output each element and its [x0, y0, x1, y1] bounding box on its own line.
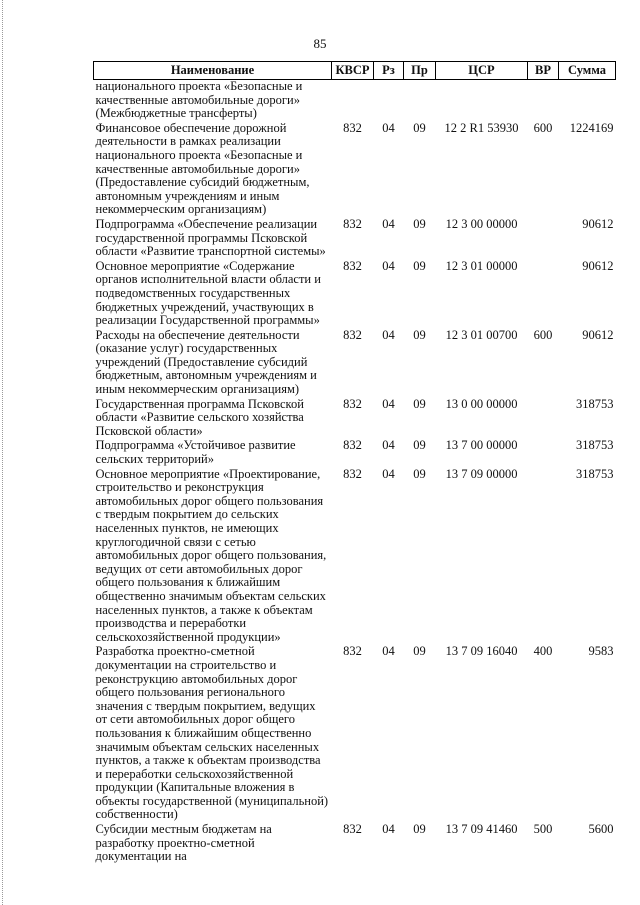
budget-table	[93, 61, 616, 865]
cell-sum: 90612	[582, 258, 614, 273]
cell-name: Расходы на обеспечение деятельности (оказание услуг) государственных учреждений (Предоставление субсидий бюджетным, автономным учреждениям и иным некоммерческим организациям)	[95, 327, 317, 397]
cell-pr	[404, 80, 436, 122]
cell-vr: 600	[533, 327, 553, 342]
table-row	[94, 260, 616, 329]
cell-name: Подпрограмма «Устойчивое развитие сельских территорий»	[95, 438, 296, 467]
cell-name: Основное мероприятие «Содержание органов исполнительной власти области и подведомственных государственных бюджетных учреждений, участвующих в реализации Государственной программы»	[95, 258, 321, 328]
table-row	[94, 122, 616, 218]
table-row	[94, 218, 616, 260]
cell-rz: 04	[382, 216, 395, 231]
cell-pr: 09	[413, 438, 426, 453]
header-name: Наименование	[94, 62, 332, 80]
cell-rz	[374, 80, 404, 122]
cell-csr: 13 7 09 16040	[445, 644, 518, 659]
cell-vr: 600	[533, 120, 553, 135]
cell-kvsr: 832	[343, 822, 362, 837]
cell-vr	[528, 439, 559, 467]
cell-sum	[559, 80, 616, 122]
cell-sum: 9583	[588, 644, 614, 659]
cell-rz: 04	[382, 120, 395, 135]
cell-rz: 04	[382, 258, 395, 273]
cell-csr: 12 3 00 00000	[445, 216, 518, 231]
header-kvsr: КВСР	[332, 62, 374, 80]
cell-pr: 09	[413, 327, 426, 342]
cell-name: Финансовое обеспечение дорожной деятельности в рамках реализации национального проекта «Безопасные и качественные автомобильные дороги» (Предоставление субсидий бюджетным, автономным учреждениям и иным некоммерческим организациям)	[95, 120, 310, 217]
cell-pr: 09	[413, 120, 426, 135]
cell-kvsr: 832	[343, 120, 362, 135]
cell-kvsr: 832	[343, 216, 362, 231]
cell-name: Основное мероприятие «Проектирование, строительство и реконструкция автомобильных дорог общего пользования с твердым покрытием до сельских населенных пунктов, не имеющих круглогодичной связи с сетью автомобильных дорог общего пользования, ведущих от сети автомобильных дорог общего пользования к ближайшим общественно значимым объектам сельских населенных пунктов, а также к объектам производства и переработки сельскохозяйственной продукции»	[95, 466, 327, 644]
page-number: 85	[313, 36, 327, 51]
cell-rz: 04	[382, 396, 395, 411]
cell-kvsr: 832	[343, 396, 362, 411]
cell-pr: 09	[413, 822, 426, 837]
cell-sum: 318753	[576, 466, 614, 481]
cell-sum: 318753	[576, 396, 614, 411]
cell-name: Разработка проектно-сметной документации на строительство и реконструкцию автомобильных дорог общего пользования регионального значения с твердым покрытием, ведущих от сети автомобильных дорог общего пользования к ближайшим общественно значимым объектам сельских населенных пунктов, а также к объектам производства и переработки сельскохозяйственной продукции (Капитальные вложения в объекты государственной (муниципальной) собственности)	[95, 644, 329, 822]
cell-sum: 318753	[576, 438, 614, 453]
cell-vr	[528, 468, 559, 646]
cell-vr	[528, 80, 559, 122]
cell-name: национального проекта «Безопасные и качественные автомобильные дороги» (Межбюджетные трансферты)	[95, 79, 303, 121]
cell-rz: 04	[382, 644, 395, 659]
cell-csr: 13 7 09 41460	[445, 822, 518, 837]
table-row	[94, 80, 616, 122]
cell-kvsr: 832	[343, 466, 362, 481]
cell-name: Государственная программа Псковской области «Развитие сельского хозяйства Псковской области»	[95, 396, 304, 438]
cell-kvsr: 832	[343, 438, 362, 453]
cell-sum: 90612	[582, 216, 614, 231]
cell-rz: 04	[382, 822, 395, 837]
header-rz: Рз	[374, 62, 404, 80]
cell-vr	[528, 260, 559, 329]
cell-sum: 90612	[582, 327, 614, 342]
cell-pr: 09	[413, 216, 426, 231]
cell-rz: 04	[382, 438, 395, 453]
header-vr: ВР	[528, 62, 559, 80]
cell-pr: 09	[413, 258, 426, 273]
table-row	[94, 398, 616, 440]
cell-vr	[528, 218, 559, 260]
header-csr: ЦСР	[436, 62, 528, 80]
cell-csr: 12 3 01 00700	[445, 327, 518, 342]
cell-pr: 09	[413, 466, 426, 481]
table-row	[94, 329, 616, 398]
cell-vr: 500	[533, 822, 553, 837]
cell-sum: 1224169	[569, 120, 614, 135]
scan-edge-line	[2, 0, 3, 905]
cell-name: Подпрограмма «Обеспечение реализации государственной программы Псковской области «Развитие транспортной системы»	[95, 216, 326, 259]
table-header-row	[94, 62, 616, 80]
cell-name: Субсидии местным бюджетам на разработку проектно-сметной документации на	[95, 822, 272, 864]
cell-csr	[436, 80, 528, 122]
cell-csr: 13 0 00 00000	[445, 396, 518, 411]
cell-rz: 04	[382, 327, 395, 342]
cell-vr	[528, 398, 559, 440]
cell-kvsr	[332, 80, 374, 122]
cell-pr: 09	[413, 396, 426, 411]
header-pr: Пр	[404, 62, 436, 80]
cell-pr: 09	[413, 644, 426, 659]
cell-sum: 5600	[588, 822, 614, 837]
cell-kvsr: 832	[343, 258, 362, 273]
cell-csr: 12 3 01 00000	[445, 258, 518, 273]
table-row	[94, 645, 616, 823]
table-body	[94, 80, 616, 865]
cell-csr: 13 7 00 00000	[445, 438, 518, 453]
cell-rz: 04	[382, 466, 395, 481]
table-row	[94, 823, 616, 865]
table-row	[94, 439, 616, 467]
cell-vr: 400	[533, 644, 553, 659]
cell-kvsr: 832	[343, 644, 362, 659]
cell-csr: 12 2 R1 53930	[444, 120, 519, 135]
table-row	[94, 468, 616, 646]
header-sum: Сумма	[559, 62, 616, 80]
cell-kvsr: 832	[343, 327, 362, 342]
cell-csr: 13 7 09 00000	[445, 466, 518, 481]
